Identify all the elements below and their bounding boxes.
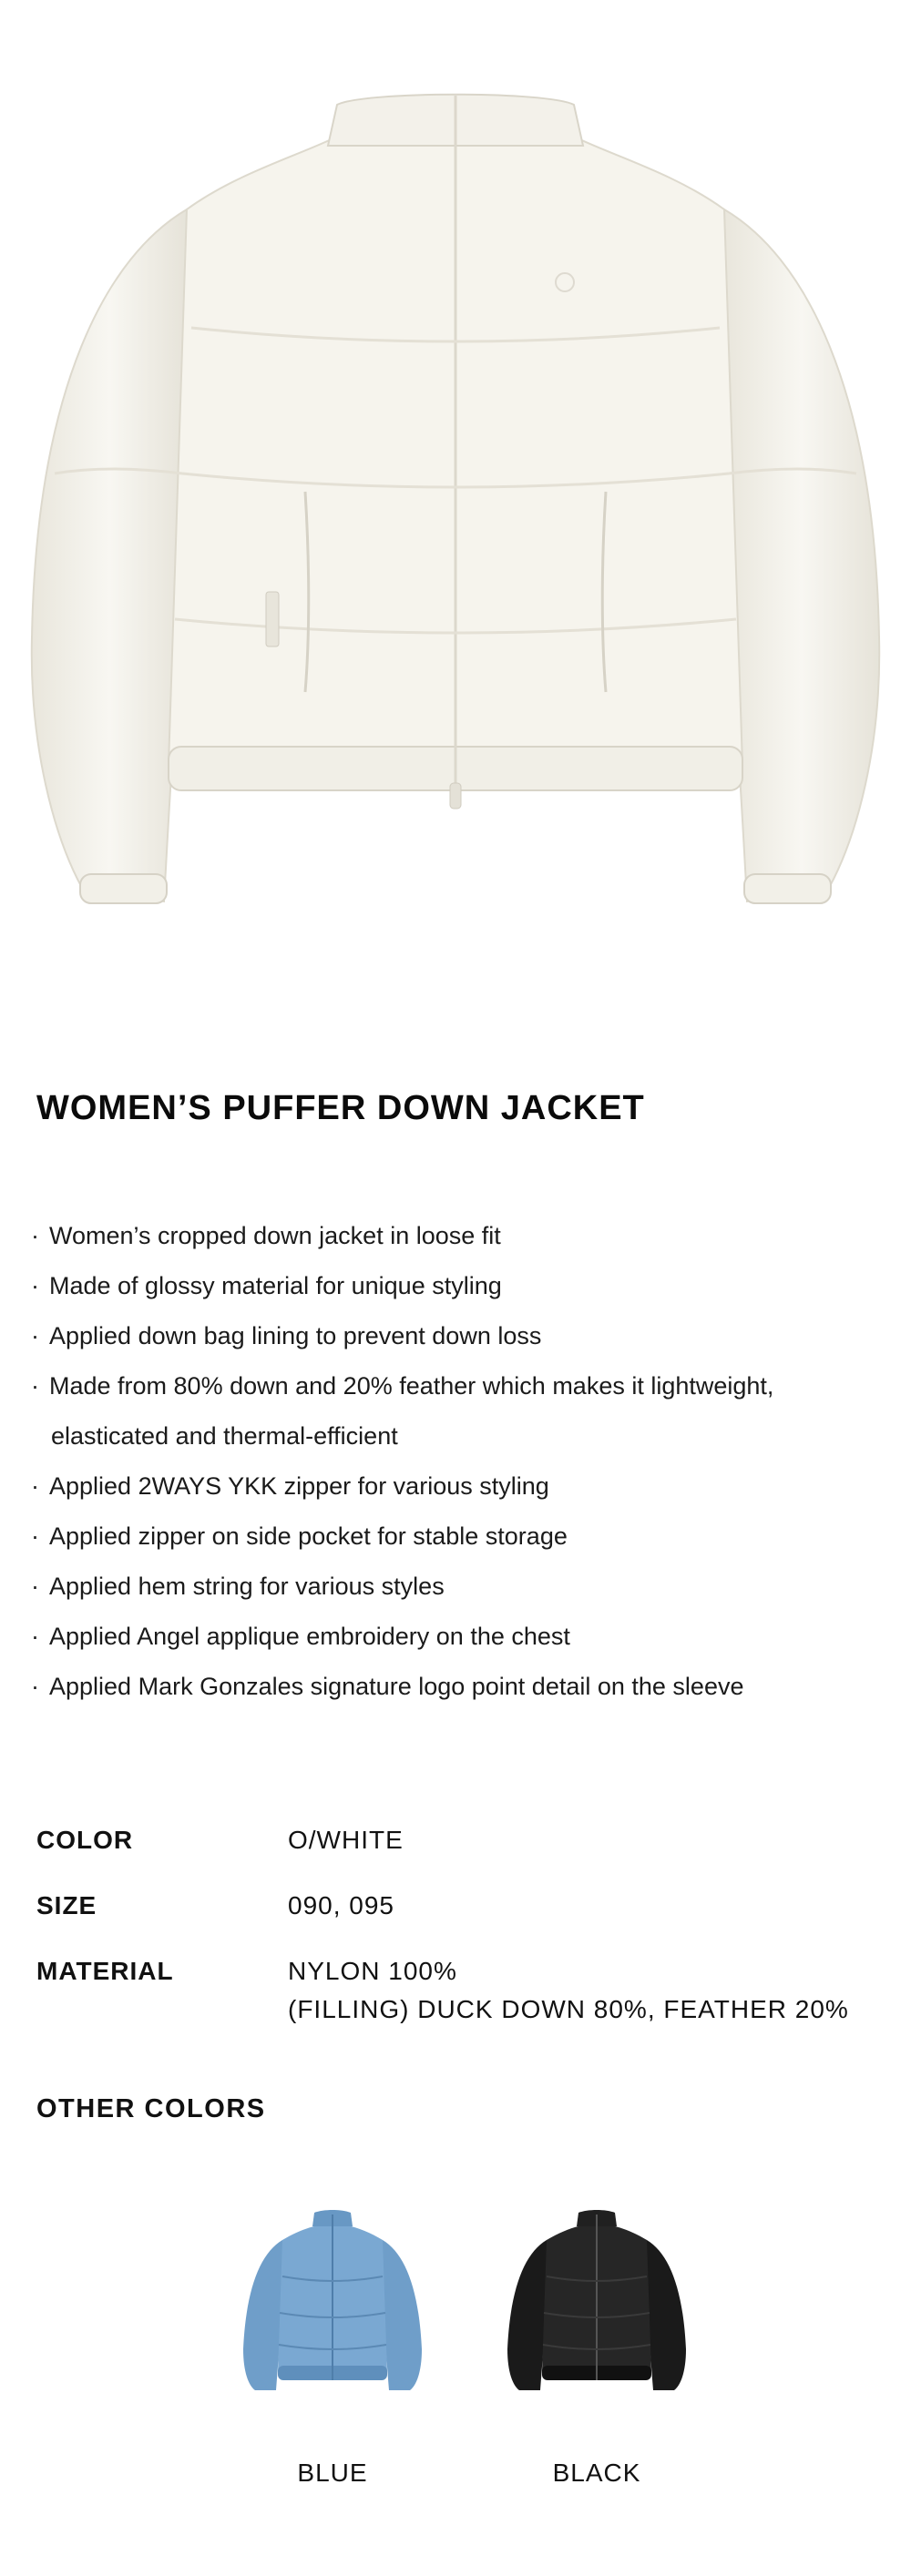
jacket-thumbnail-blue (232, 2204, 433, 2404)
spec-row-size (36, 1887, 884, 1925)
other-colors-title: OTHER COLORS (36, 2094, 266, 2123)
product-title: WOMEN’S PUFFER DOWN JACKET (36, 1089, 645, 1127)
feature-item: · Women’s cropped down jacket in loose fit (31, 1222, 501, 1249)
feature-item: · Applied Angel applique embroidery on the chest (31, 1623, 570, 1650)
color-swatch-blue[interactable] (210, 2204, 456, 2504)
spec-row-color (36, 1821, 884, 1859)
color-label: BLUE (297, 2459, 368, 2487)
spec-value: 090, 095 (288, 1891, 394, 1919)
feature-list (31, 1211, 887, 1712)
jacket-image (0, 0, 911, 965)
feature-item-continued: elasticated and thermal-efficient (51, 1422, 398, 1450)
feature-item: · Applied hem string for various styles (31, 1573, 445, 1600)
spec-label: MATERIAL (36, 1957, 174, 1985)
spec-row-material (36, 1952, 884, 2029)
spec-value: O/WHITE (288, 1826, 404, 1854)
feature-item: · Applied down bag lining to prevent down loss (31, 1322, 542, 1349)
spec-value: NYLON 100% (FILLING) DUCK DOWN 80%, FEATHER 20% (288, 1957, 849, 2023)
feature-item: · Applied zipper on side pocket for stable storage (31, 1522, 568, 1550)
feature-item: · Applied 2WAYS YKK zipper for various styling (31, 1472, 549, 1500)
feature-item: · Applied Mark Gonzales signature logo point detail on the sleeve (31, 1673, 744, 1700)
spec-label: SIZE (36, 1891, 97, 1919)
product-image (0, 0, 911, 965)
spec-table (36, 1821, 884, 2056)
feature-item: · Made of glossy material for unique styling (31, 1272, 502, 1299)
other-colors-list (210, 2204, 720, 2504)
feature-item: · Made from 80% down and 20% feather which makes it lightweight, (31, 1372, 774, 1400)
color-swatch-black[interactable] (474, 2204, 720, 2504)
jacket-thumbnail-black (496, 2204, 697, 2404)
spec-label: COLOR (36, 1826, 134, 1854)
color-label: BLACK (552, 2459, 641, 2487)
